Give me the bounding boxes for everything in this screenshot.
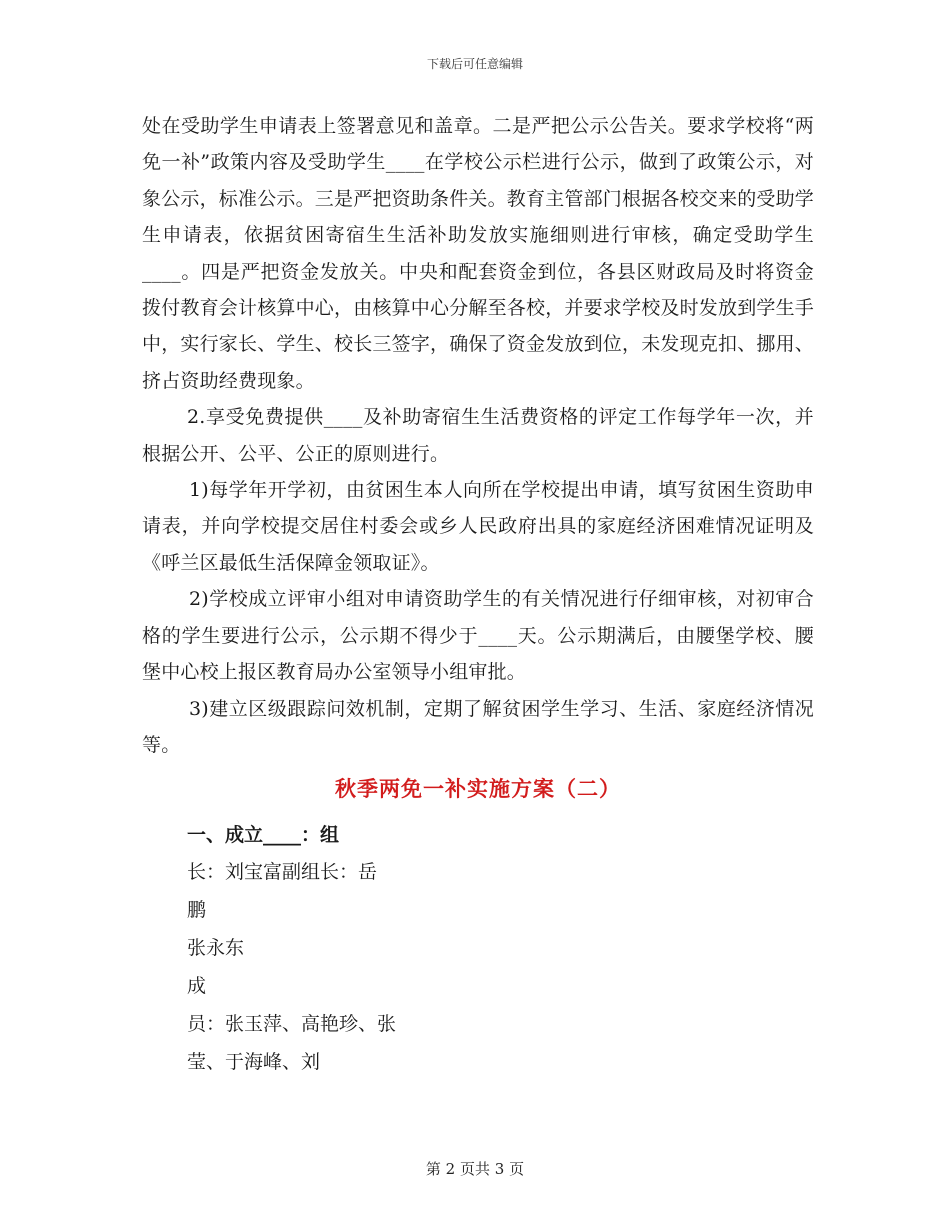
page-footer: 第 2 页共 3 页	[425, 1160, 525, 1178]
paragraph-2: 2.享受免费提供____及补助寄宿生生活费资格的评定工作每学年一次，并根据公开、公平、公正的原则进行。	[142, 406, 814, 465]
section-title: 秋季两免一补实施方案（二）	[335, 776, 621, 802]
paragraph-3: 1)每学年开学初，由贫困生本人向所在学校提出申请，填写贫困生资助申请表，并向学校提交居住村委会或乡人民政府出具的家庭经济困难情况证明及《呼兰区最低生活保障金领取证》。	[142, 479, 814, 574]
section-heading: 一、成立____：组	[187, 824, 340, 847]
paragraph-5: 3)建立区级跟踪问效机制，定期了解贫困学生学习、生活、家庭经济情况等。	[142, 697, 814, 756]
paragraph-1: 处在受助学生申请表上签署意见和盖章。二是严把公示公告关。要求学校将“两免一补”政策内容及受助学生____在学校公示栏进行公示，做到了政策公示，对象公示，标准公示。三是严把资助条件关。教育主管部门根据各校交来的受助学生申请表，依据贫困寄宿生生活补助发放实施细则进行审核，确定受助学生____。四是严把资金发放关。中央和配套资金到位，各县区财政局及时将资金拨付教育会计核算中心，由核算中心分解至各校，并要求学校及时发放到学生手中，实行家长、学生、校长三签字，确保了资金发放到位，未发现克扣、挪用、挤占资助经费现象。	[142, 115, 815, 392]
member-line-1: 长：刘宝富副组长：岳	[187, 861, 378, 884]
paragraph-4: 2)学校成立评审小组对申请资助学生的有关情况进行仔细审核，对初审合格的学生要进行公示，公示期不得少于____天。公示期满后，由腰堡学校、腰堡中心校上报区教育局办公室领导小组审批。	[142, 588, 814, 684]
member-line-5: 员：张玉萍、高艳珍、张	[187, 1013, 397, 1036]
member-line-3: 张永东	[187, 937, 245, 960]
member-line-4: 成	[187, 975, 207, 998]
member-line-6: 莹、于海峰、刘	[187, 1051, 321, 1074]
page-header: 下载后可任意编辑	[426, 57, 523, 71]
document-body	[142, 108, 814, 1081]
member-line-2: 鹏	[187, 899, 207, 922]
